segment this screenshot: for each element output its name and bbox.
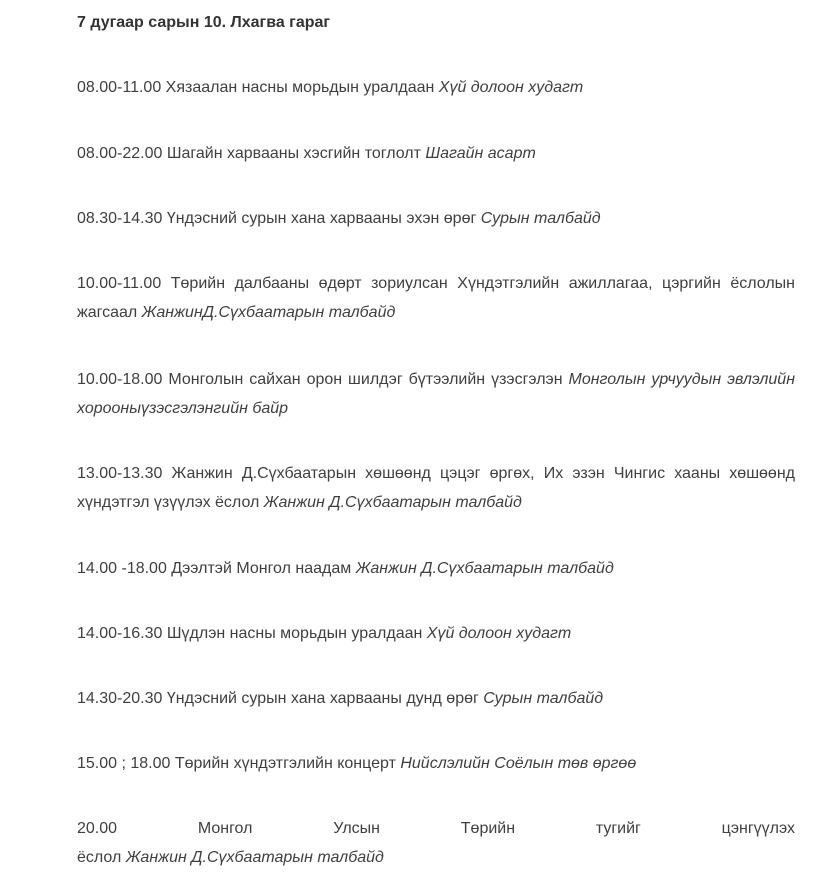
entry-text: 13.00-13.30 Жанжин Д.Сүхбаатарын хөшөөнд цэцэг өргөх, Их эзэн Чингис хааны хөшөөнд хүндэтгэл үзүүлэх ёслол (77, 465, 795, 511)
schedule-entry (77, 73, 795, 102)
entry-location: Жанжин Д.Сүхбаатарын талбайд (355, 560, 614, 577)
schedule-entry-last (77, 814, 795, 872)
entry-line-justified (77, 814, 795, 843)
entry-text: 14.30-20.30 Үндэсний сурын хана харвааны дунд өрөг (77, 690, 484, 707)
entry-word: Улсын (333, 820, 380, 837)
schedule-entry (77, 554, 795, 583)
entry-location: Хүй долоон худагт (438, 79, 584, 96)
entry-text: 10.00-11.00 Төрийн далбааны өдөрт зориулсан Хүндэтгэлийн ажиллагаа, цэргийн ёслолын жагсаал (77, 275, 795, 321)
schedule-entry (77, 619, 795, 648)
schedule-entry (77, 269, 795, 327)
entry-word: Монгол (197, 820, 253, 837)
entry-text: 08.00-11.00 Хязаалан насны морьдын уралдаан (77, 79, 439, 96)
entry-location: Хүй долоон худагт (426, 625, 572, 642)
entry-location: Нийслэлийн Соёлын төв өргөө (400, 755, 637, 772)
entry-text: 08.30-14.30 Үндэсний сурын хана харвааны эхэн өрөг (77, 210, 481, 227)
entry-location: Монголын урчуудын эвлэлийн хорооныүзэсгэлэнгийн байр (77, 371, 796, 417)
entry-location: Сурын талбайд (483, 690, 604, 707)
entry-line (77, 843, 795, 872)
entry-text: 14.00-16.30 Шүдлэн насны морьдын уралдаан (77, 625, 427, 642)
entry-location: Жанжин Д.Сүхбаатарын талбайд (125, 849, 384, 866)
entry-location: Сурын талбайд (480, 210, 601, 227)
schedule-entry (77, 204, 795, 233)
entry-location: Шагайн асарт (425, 145, 536, 162)
schedule-entry (77, 684, 795, 713)
schedule-entry (77, 365, 795, 423)
article-body (77, 0, 796, 866)
entry-text: 08.00-22.00 Шагайн харвааны хэсгийн тоглолт (77, 145, 426, 162)
schedule-entry (77, 749, 795, 778)
schedule-entry (77, 459, 795, 517)
entry-location: Жанжин Д.Сүхбаатарын талбайд (263, 494, 522, 511)
entry-text: 14.00 -18.00 Дээлтэй Монгол наадам (77, 560, 356, 577)
entry-word: Төрийн (460, 820, 516, 837)
entry-word: тугийг (595, 820, 641, 837)
entry-text: 15.00 ; 18.00 Төрийн хүндэтгэлийн концерт (77, 755, 401, 772)
entry-text: 10.00-18.00 Монголын сайхан орон шилдэг бүтээлийн үзэсгэлэн (77, 371, 569, 388)
entry-word: цэнгүүлэх (721, 820, 795, 837)
date-heading: 7 дугаар сарын 10. Лхагва гараг (77, 14, 331, 31)
entry-word: 20.00 (77, 820, 118, 837)
entry-text: ёслол (77, 849, 126, 866)
entry-location: ЖанжинД.Сүхбаатарын талбайд (141, 304, 396, 321)
schedule-entry (77, 139, 795, 168)
